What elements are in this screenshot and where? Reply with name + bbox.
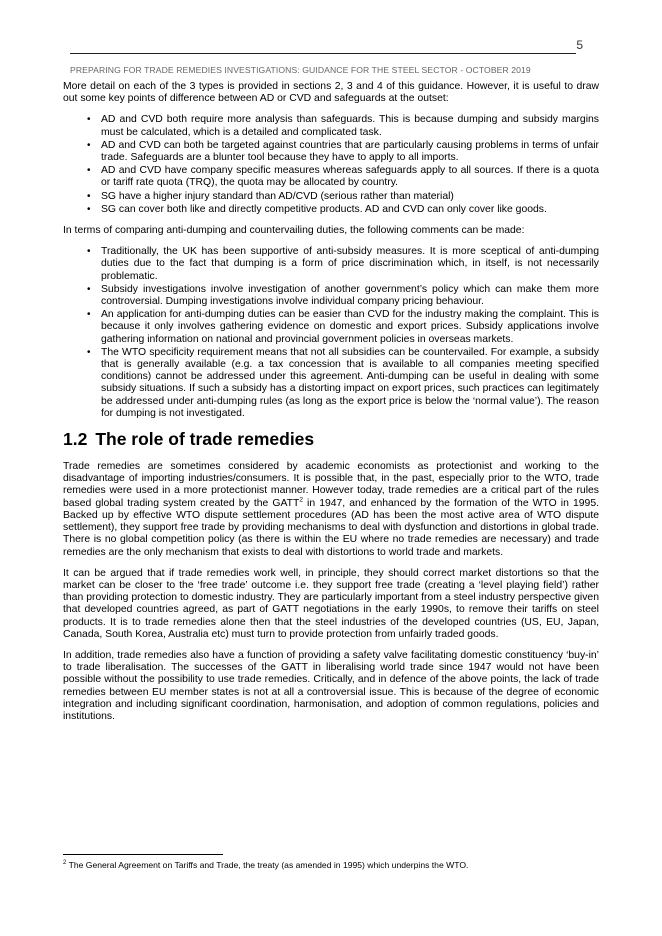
list-item: • An application for anti-dumping duties can be easier than CVD for the industry making the complaint. This is because it only involves gathering evidence on domestic and export prices. Subsidy applications involve gathering information on national and provincial government policies in overseas markets.: [87, 309, 599, 346]
footnote-separator: [63, 854, 223, 855]
footnote-text: The General Agreement on Tariffs and Trade, the treaty (as amended in 1995) which underpins the WTO.: [66, 860, 469, 870]
list-item: • SG can cover both like and directly competitive products. AD and CVD can only cover like goods.: [87, 204, 599, 216]
comparison-intro: In terms of comparing anti-dumping and countervailing duties, the following comments can be made:: [63, 225, 525, 237]
ad-cvd-safeguard-differences-list: [63, 114, 599, 216]
list-item: • SG have a higher injury standard than AD/CVD (serious rather than material): [87, 191, 599, 203]
list-item: • The WTO specificity requirement means that not all subsidies can be countervailed. For example, a subsidy that is generally available (e.g. a tax concession that is available to all companies meeting specified conditions) cannot be addressed under this agreement. Anti-dumping can be useful in dealing with some subsidy situations. If such a subsidy has a distorting impact on export prices, such practices can legitimately be addressed under anti-dumping rules (as long as the export price is below the ‘normal value’). The reason for dumping is not investigated.: [87, 347, 599, 420]
paragraph-text: in 1947, and enhanced by the formation of the WTO in 1995. Backed up by effective WTO dispute settlement procedures (AD has been the most active area of WTO dispute settlement), they support free trade by providing mechanisms to deal with dysfunction and distortions in global trade. There is no global competition policy (as there is within the EU where no trade remedies are necessary) and trade remedies are the only mechanism that exists to deal with distortions to world trade and markets.: [63, 497, 599, 558]
footnote-marker: 2: [63, 860, 67, 867]
footnote-reference[interactable]: 2: [299, 496, 303, 504]
section-title: The role of trade remedies: [95, 429, 315, 450]
list-item: • AD and CVD can both be targeted against countries that are particularly causing problems in terms of unfair trade. Safeguards are a blunter tool because they have to apply to all imports.: [87, 140, 599, 164]
paragraph-market-distortions: It can be argued that if trade remedies work well, in principle, they should correct market distortions so that the market can be closer to the ‘free trade’ outcome i.e. they support free trade (creating a ‘level playing field’) rather than providing protection to domestic industry. They are particularly important from a steel industry perspective given that developed countries agreed, as part of GATT negotiations in the early 1990s, to remove their tariffs on steel products. It is to trade remedies alone then that the steel industries of the developed countries (US, EU, Japan, Canada, South Korea, Australia etc) must turn to provide protection from unfairly traded goods.: [63, 567, 599, 640]
list-item: • Subsidy investigations involve investigation of another government’s policy which can make them more controversial. Dumping investigations involve individual company pricing behaviour.: [87, 284, 599, 308]
page-body: [63, 81, 599, 732]
ad-vs-cvd-comments-list: [63, 246, 599, 420]
section-heading: [63, 429, 599, 449]
paragraph-text: Trade remedies are sometimes considered by academic economists as protectionist and working to the disadvantage of importing industries/consumers. It is possible that, in the past, especially prior to the WTO, trade remedies were used in a more protectionist manner. However today, trade remedies are a critical part of the rules based global trading system created by the GATT: [63, 461, 599, 509]
intro-paragraph: More detail on each of the 3 types is provided in sections 2, 3 and 4 of this guidance. However, it is useful to draw out some key points of difference between AD or CVD and safeguards at the outset:: [63, 81, 599, 105]
page-number: 5: [576, 38, 583, 52]
list-item: • AD and CVD have company specific measures whereas safeguards apply to all sources. If there is a quota or tariff rate quota (TRQ), the quota may be allocated by country.: [87, 165, 599, 189]
header-rule: [70, 53, 576, 54]
paragraph-role-of-trade-remedies: [63, 461, 599, 559]
footnote: [63, 860, 599, 870]
list-item: • Traditionally, the UK has been supportive of anti-subsidy measures. It is more sceptical of anti-dumping duties due to the fact that dumping is a form of price discrimination which, in itself, is not necessarily problematic.: [87, 246, 599, 283]
paragraph-safety-valve: In addition, trade remedies also have a function of providing a safety valve facilitating domestic constituency ‘buy-in’ to trade liberalisation. The successes of the GATT in liberalising world trade since 1947 would not have been possible without the possibility to use trade remedies. Critically, and in defence of the above points, the lack of trade remedies between EU member states is not at all a controversial issue. This is because of the degree of economic integration and including significant coordination, harmonisation, and adoption of common regulations, policies and institutions.: [63, 649, 599, 722]
section-number: 1.2: [63, 429, 88, 450]
list-item: • AD and CVD both require more analysis than safeguards. This is because dumping and subsidy margins must be calculated, which is a detailed and complicated task.: [87, 114, 599, 138]
running-header: PREPARING FOR TRADE REMEDIES INVESTIGATIONS: GUIDANCE FOR THE STEEL SECTOR - OCTOBER 2019: [70, 65, 531, 75]
